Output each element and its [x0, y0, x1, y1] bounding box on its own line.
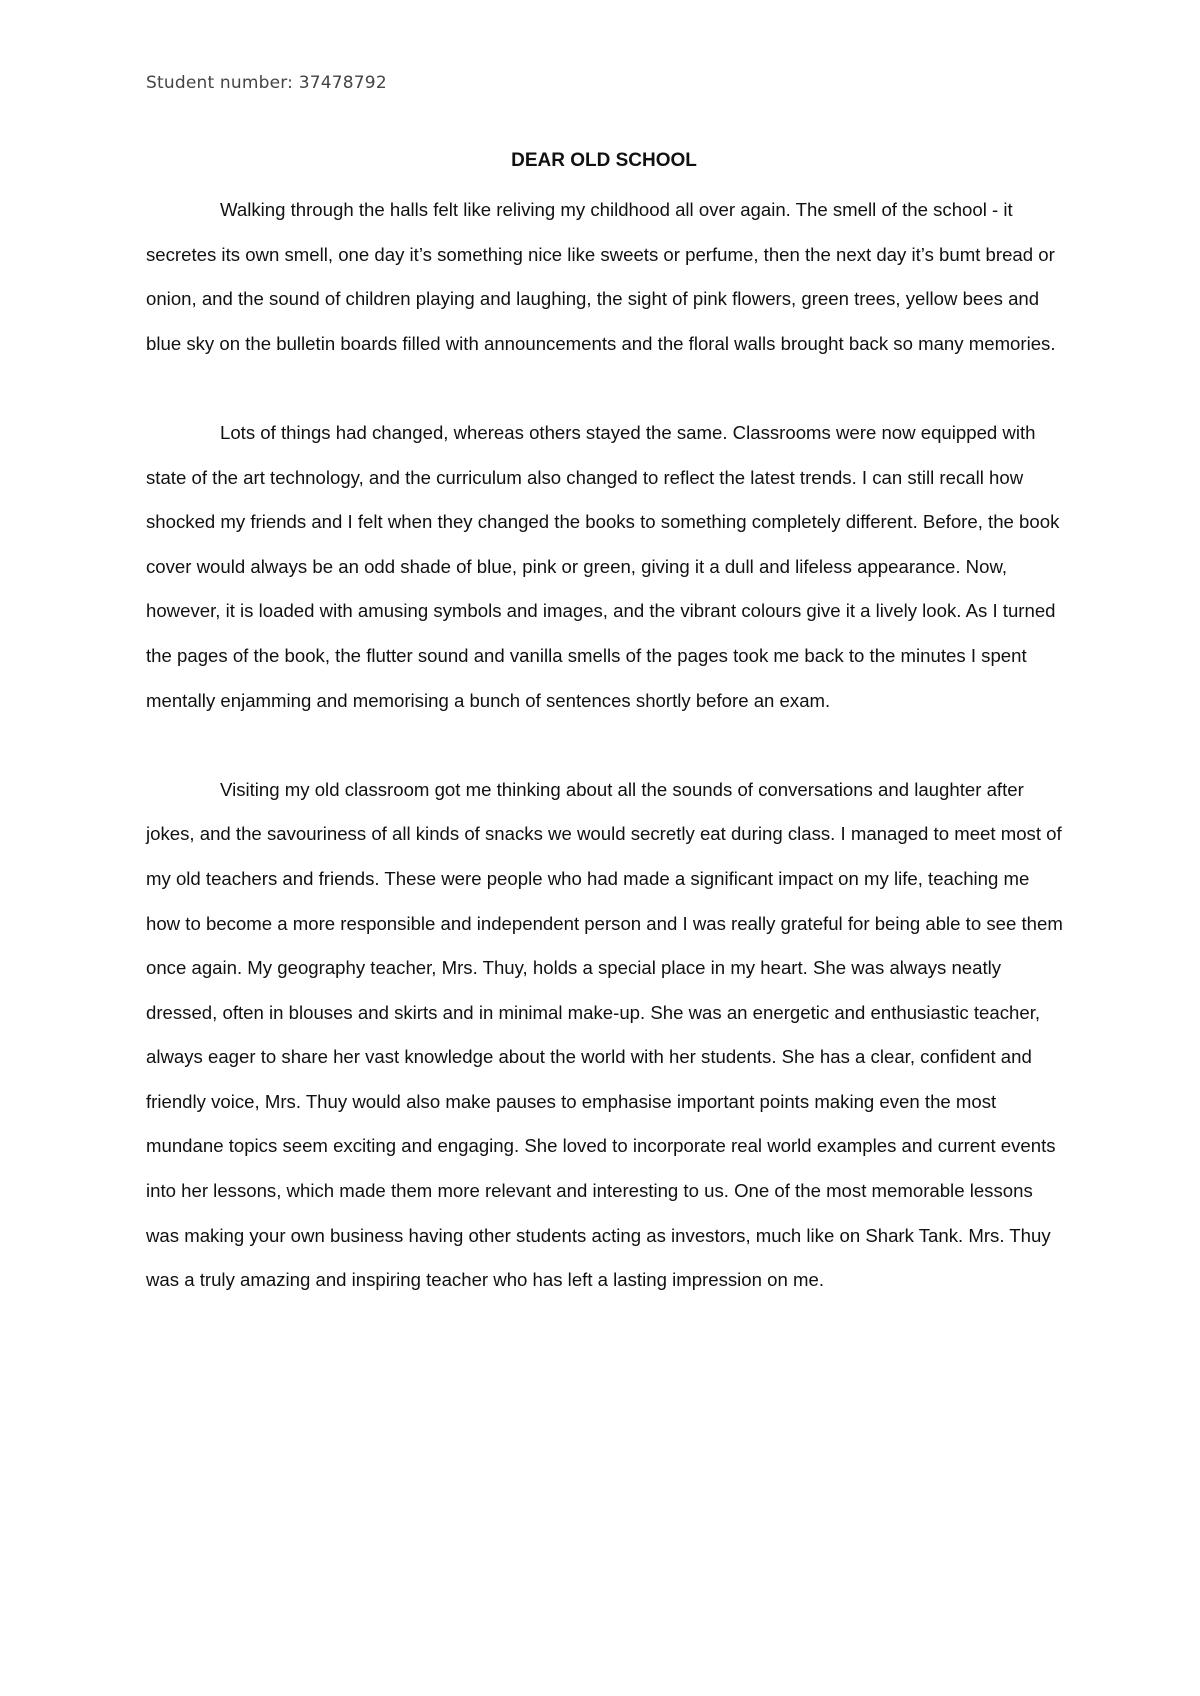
- paragraph-spacer: [146, 366, 1064, 411]
- document-body: [146, 188, 1064, 1303]
- paragraph-spacer: [146, 723, 1064, 768]
- paragraph-3: Visiting my old classroom got me thinking about all the sounds of conversations and laughter after jokes, and the savouriness of all kinds of snacks we would secretly eat during class. I managed to meet most of my old teachers and friends. These were people who had made a significant impact on my life, teaching me how to become a more responsible and independent person and I was really grateful for being able to see them once again. My geography teacher, Mrs. Thuy, holds a special place in my heart. She was always neatly dressed, often in blouses and skirts and in minimal make-up. She was an energetic and enthusiastic teacher, always eager to share her vast knowledge about the world with her students. She has a clear, confident and friendly voice, Mrs. Thuy would also make pauses to emphasise important points making even the most mundane topics seem exciting and engaging. She loved to incorporate real world examples and current events into her lessons, which made them more relevant and interesting to us. One of the most memorable lessons was making your own business having other students acting as investors, much like on Shark Tank. Mrs. Thuy was a truly amazing and inspiring teacher who has left a lasting impression on me.: [146, 778, 1063, 1291]
- paragraph-2: Lots of things had changed, whereas others stayed the same. Classrooms were now equipped with state of the art technology, and the curriculum also changed to reflect the latest trends. I can still recall how shocked my friends and I felt when they changed the books to something completely different. Before, the book cover would always be an odd shade of blue, pink or green, giving it a dull and lifeless appearance. Now, however, it is loaded with amusing symbols and images, and the vibrant colours give it a lively look. As I turned the pages of the book, the flutter sound and vanilla smells of the pages took me back to the minutes I spent mentally enjamming and memorising a bunch of sentences shortly before an exam.: [146, 421, 1060, 711]
- paragraph-1: Walking through the halls felt like reliving my childhood all over again. The smell of the school - it secretes its own smell, one day it’s something nice like sweets or perfume, then the next day it’s bumt bread or onion, and the sound of children playing and laughing, the sight of pink flowers, green trees, yellow bees and blue sky on the bulletin boards filled with announcements and the floral walls brought back so many memories.: [146, 199, 1056, 354]
- document-title: DEAR OLD SCHOOL: [511, 150, 697, 171]
- student-number-header: Student number: 37478792: [146, 73, 387, 93]
